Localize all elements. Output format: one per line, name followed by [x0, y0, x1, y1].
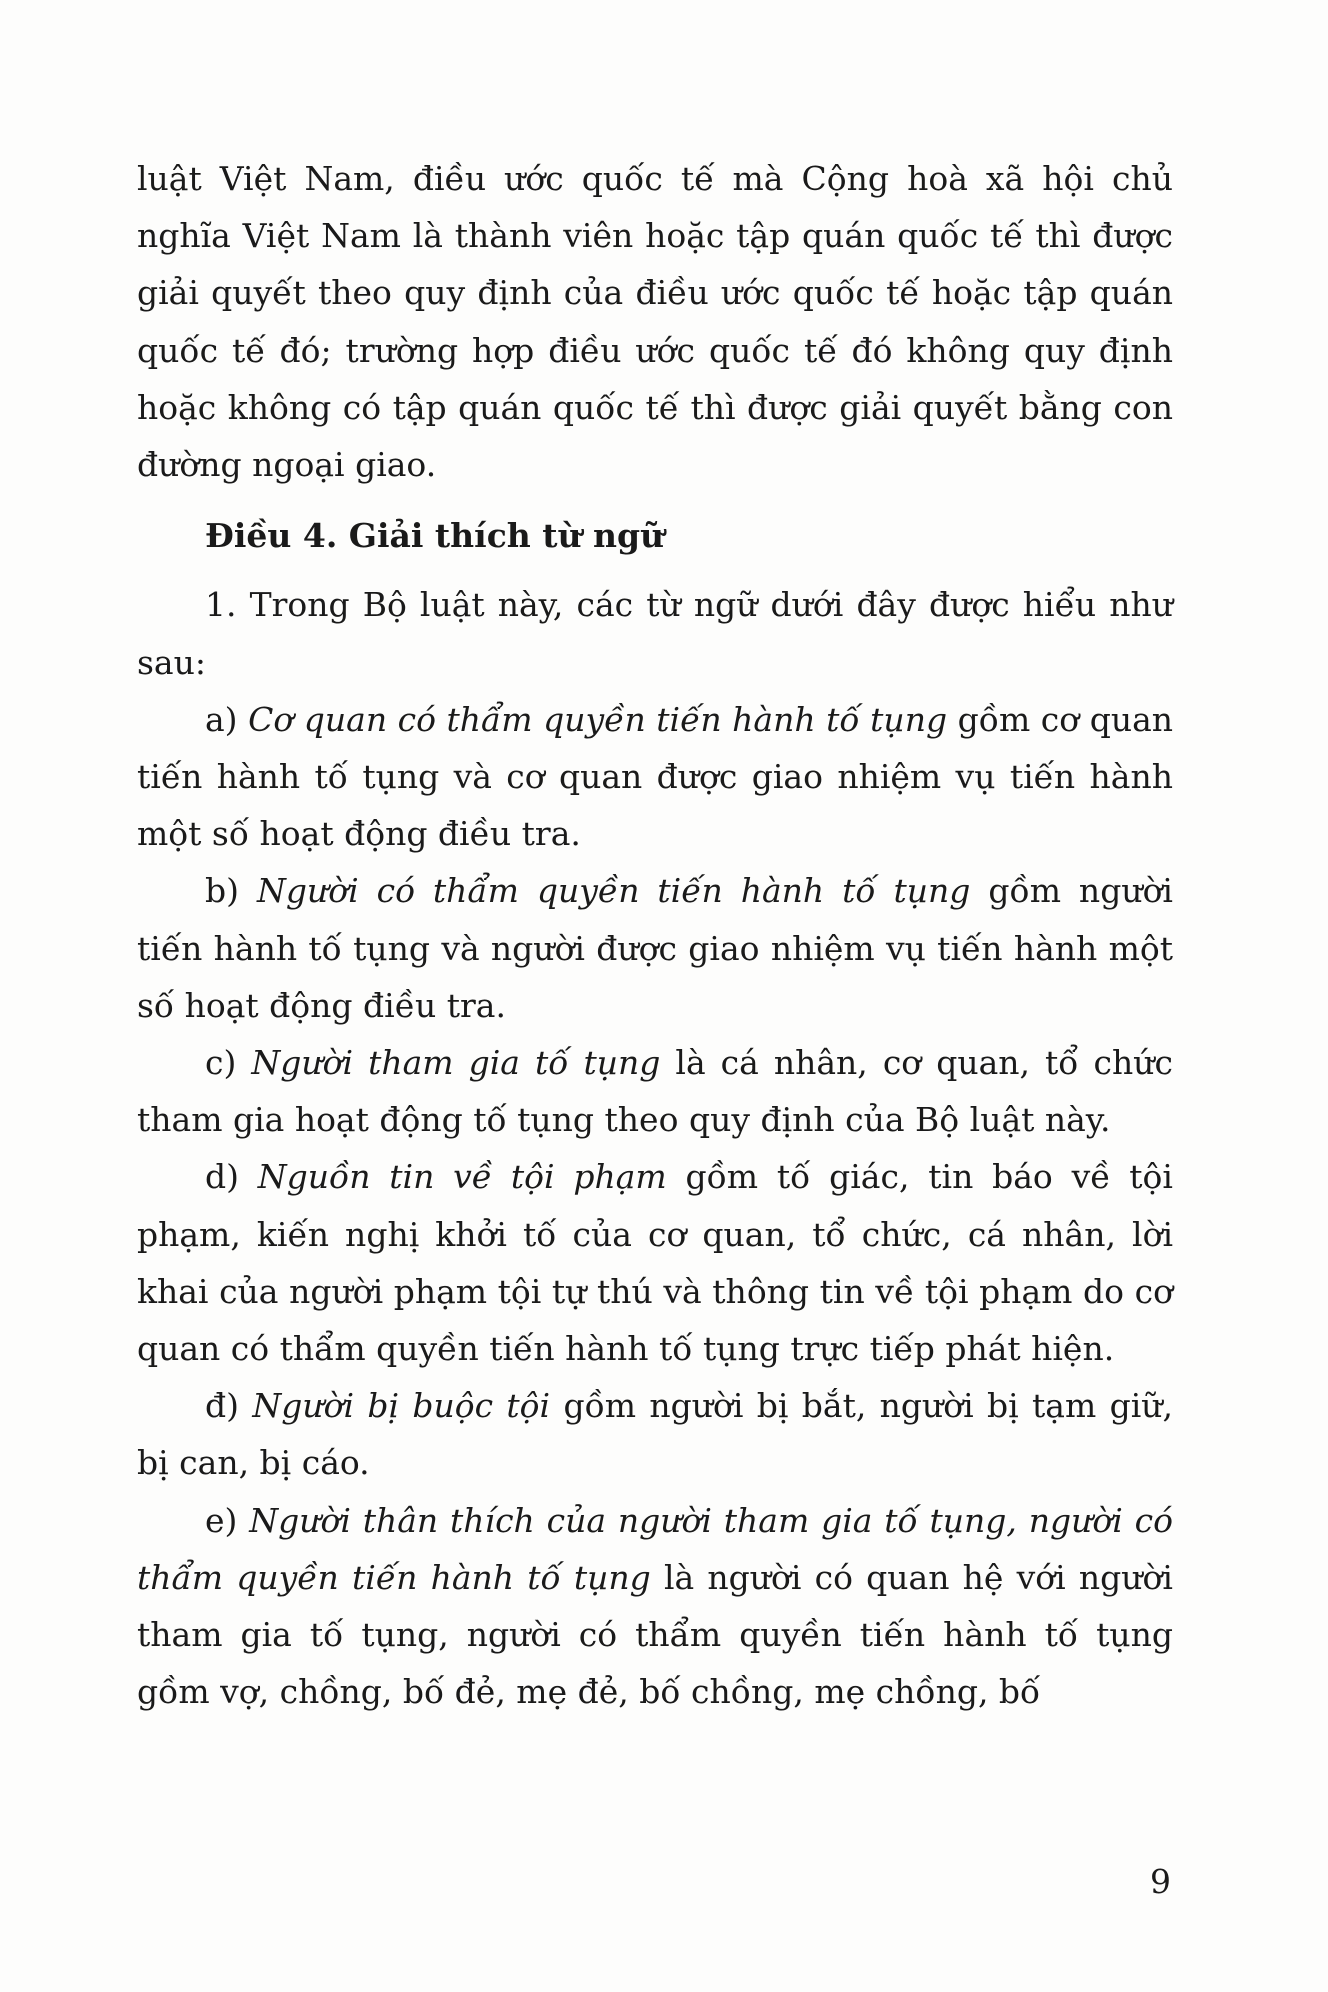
item-definition: là người có quan hệ với người tham gia tố tụng, người có thẩm quyền tiến hành tố tụng gồm vợ, chồng, bố đẻ, mẹ đẻ, bố chồng, mẹ chồng, bố [137, 1557, 1173, 1712]
definition-item-b [137, 862, 1173, 1034]
item-prefix: b) [205, 871, 257, 911]
item-prefix: d) [205, 1157, 258, 1197]
item-definition: là cá nhân, cơ quan, tổ chức tham gia hoạt động tố tụng theo quy định của Bộ luật này. [137, 1043, 1173, 1140]
item-prefix: e) [205, 1500, 250, 1540]
body-text [137, 150, 1173, 1720]
item-definition: gồm người bị bắt, người bị tạm giữ, bị can, bị cáo. [137, 1386, 1174, 1483]
page-number: 9 [1150, 1862, 1171, 1901]
definition-item-c [137, 1034, 1173, 1148]
clause-1: 1. Trong Bộ luật này, các từ ngữ dưới đây được hiểu như sau: [137, 585, 1173, 682]
defined-term: Người tham gia tố tụng [251, 1043, 661, 1083]
article-heading: Điều 4. Giải thích từ ngữ [205, 516, 665, 556]
definition-item-e [137, 1492, 1173, 1721]
item-definition: gồm cơ quan tiến hành tố tụng và cơ quan được giao nhiệm vụ tiến hành một số hoạt động điều tra. [137, 699, 1174, 854]
item-definition: gồm tố giác, tin báo về tội phạm, kiến nghị khởi tố của cơ quan, tổ chức, cá nhân, lời khai của người phạm tội tự thú và thông tin về tội phạm do cơ quan có thẩm quyền tiến hành tố tụng trực tiếp phát hiện. [137, 1157, 1173, 1369]
item-definition: gồm người tiến hành tố tụng và người được giao nhiệm vụ tiến hành một số hoạt động điều tra. [137, 871, 1173, 1025]
defined-term: Người có thẩm quyền tiến hành tố tụng [256, 871, 971, 911]
defined-term: Cơ quan có thẩm quyền tiến hành tố tụng [248, 699, 948, 739]
definition-item-a [137, 691, 1173, 863]
definition-item-d [137, 1148, 1173, 1377]
defined-term: Người thân thích của người tham gia tố tụng, người có thẩm quyền tiến hành tố tụng [137, 1500, 1173, 1597]
intro-paragraph: luật Việt Nam, điều ước quốc tế mà Cộng hoà xã hội chủ nghĩa Việt Nam là thành viên hoặc tập quán quốc tế thì được giải quyết theo quy định của điều ước quốc tế hoặc tập quán quốc tế đó; trường hợp điều ước quốc tế đó không quy định hoặc không có tập quán quốc tế thì được giải quyết bằng con đường ngoại giao. [137, 159, 1173, 485]
item-prefix: c) [205, 1043, 252, 1083]
defined-term: Nguồn tin về tội phạm [257, 1157, 667, 1197]
defined-term: Người bị buộc tội [252, 1386, 551, 1426]
definition-item-dd [137, 1377, 1173, 1491]
item-prefix: a) [205, 699, 249, 739]
item-prefix: đ) [205, 1386, 253, 1426]
